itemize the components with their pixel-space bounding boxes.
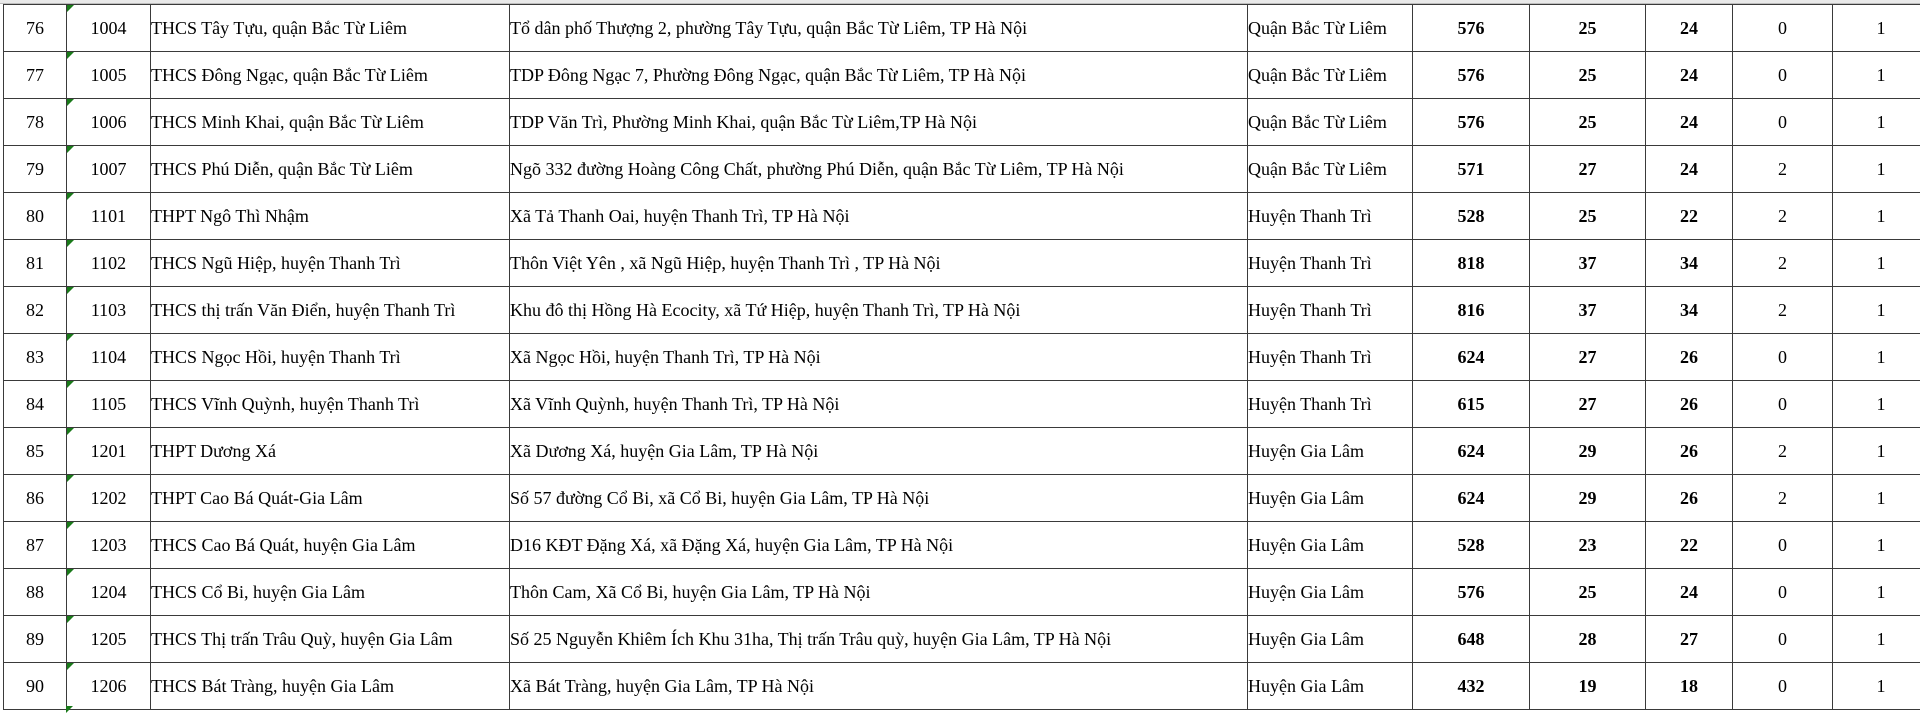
row-number-cell[interactable]: 79 <box>4 146 67 193</box>
row-number-cell[interactable]: 88 <box>4 569 67 616</box>
address-cell[interactable]: TDP Đông Ngạc 7, Phường Đông Ngạc, quận Bắc Từ Liêm, TP Hà Nội <box>510 52 1248 99</box>
school-name-cell[interactable]: THCS Cao Bá Quát, huyện Gia Lâm <box>151 522 510 569</box>
value-cell-3[interactable]: 27 <box>1646 616 1733 663</box>
address-cell[interactable]: TDP Văn Trì, Phường Minh Khai, quận Bắc Từ Liêm,TP Hà Nội <box>510 99 1248 146</box>
address-cell[interactable]: Xã Ngọc Hồi, huyện Thanh Trì, TP Hà Nội <box>510 334 1248 381</box>
table-row <box>4 193 1920 240</box>
value-cell-3[interactable]: 24 <box>1646 99 1733 146</box>
address-cell[interactable]: D16 KĐT Đặng Xá, xã Đặng Xá, huyện Gia Lâm, TP Hà Nội <box>510 522 1248 569</box>
value-cell-2[interactable]: 25 <box>1530 99 1646 146</box>
district-cell[interactable]: Quận Bắc Từ Liêm <box>1248 52 1413 99</box>
district-cell[interactable]: Huyện Gia Lâm <box>1248 428 1413 475</box>
value-cell-2[interactable]: 19 <box>1530 663 1646 710</box>
address-cell[interactable]: Xã Dương Xá, huyện Gia Lâm, TP Hà Nội <box>510 428 1248 475</box>
district-cell[interactable]: Huyện Gia Lâm <box>1248 616 1413 663</box>
value-cell-2[interactable]: 27 <box>1530 381 1646 428</box>
value-cell-5[interactable]: 1 <box>1833 334 1920 381</box>
district-cell[interactable]: Huyện Thanh Trì <box>1248 334 1413 381</box>
district-cell[interactable]: Huyện Thanh Trì <box>1248 287 1413 334</box>
value-cell-3[interactable]: 22 <box>1646 193 1733 240</box>
schools-table <box>3 4 1920 710</box>
value-cell-4[interactable]: 2 <box>1733 240 1833 287</box>
value-cell-3[interactable]: 26 <box>1646 428 1733 475</box>
value-cell-5[interactable]: 1 <box>1833 146 1920 193</box>
row-number-cell[interactable]: 81 <box>4 240 67 287</box>
table-row <box>4 569 1920 616</box>
school-name-cell[interactable]: THCS Đông Ngạc, quận Bắc Từ Liêm <box>151 52 510 99</box>
school-code-cell[interactable]: 1105 <box>67 381 151 428</box>
row-number-cell[interactable]: 84 <box>4 381 67 428</box>
school-code-cell[interactable]: 1102 <box>67 240 151 287</box>
school-code-cell[interactable]: 1201 <box>67 428 151 475</box>
school-code-cell[interactable]: 1203 <box>67 522 151 569</box>
address-cell[interactable]: Số 25 Nguyễn Khiêm Ích Khu 31ha, Thị trấn Trâu quỳ, huyện Gia Lâm, TP Hà Nội <box>510 616 1248 663</box>
school-name-cell[interactable]: THCS Phú Diễn, quận Bắc Từ Liêm <box>151 146 510 193</box>
row-number-cell[interactable]: 86 <box>4 475 67 522</box>
table-row <box>4 663 1920 710</box>
value-cell-4[interactable]: 0 <box>1733 569 1833 616</box>
district-cell[interactable]: Quận Bắc Từ Liêm <box>1248 146 1413 193</box>
school-code-cell[interactable]: 1206 <box>67 663 151 710</box>
value-cell-2[interactable]: 37 <box>1530 287 1646 334</box>
school-code-cell[interactable]: 1104 <box>67 334 151 381</box>
value-cell-2[interactable]: 23 <box>1530 522 1646 569</box>
value-cell-5[interactable]: 1 <box>1833 5 1920 52</box>
address-cell[interactable]: Thôn Cam, Xã Cổ Bi, huyện Gia Lâm, TP Hà Nội <box>510 569 1248 616</box>
school-name-cell[interactable]: THCS Thị trấn Trâu Quỳ, huyện Gia Lâm <box>151 616 510 663</box>
school-code-cell[interactable]: 1205 <box>67 616 151 663</box>
row-number-cell[interactable]: 82 <box>4 287 67 334</box>
school-name-cell[interactable]: THCS Ngũ Hiệp, huyện Thanh Trì <box>151 240 510 287</box>
value-cell-5[interactable]: 1 <box>1833 663 1920 710</box>
value-cell-4[interactable]: 0 <box>1733 52 1833 99</box>
school-name-cell[interactable]: THCS Ngọc Hồi, huyện Thanh Trì <box>151 334 510 381</box>
table-row <box>4 240 1920 287</box>
value-cell-5[interactable]: 1 <box>1833 428 1920 475</box>
value-cell-5[interactable]: 1 <box>1833 287 1920 334</box>
value-cell-3[interactable]: 26 <box>1646 475 1733 522</box>
value-cell-4[interactable]: 0 <box>1733 381 1833 428</box>
value-cell-1[interactable]: 615 <box>1413 381 1530 428</box>
district-cell[interactable]: Huyện Gia Lâm <box>1248 569 1413 616</box>
district-cell[interactable]: Huyện Thanh Trì <box>1248 381 1413 428</box>
address-cell[interactable]: Tổ dân phố Thượng 2, phường Tây Tựu, quận Bắc Từ Liêm, TP Hà Nội <box>510 5 1248 52</box>
school-name-cell[interactable]: THCS Minh Khai, quận Bắc Từ Liêm <box>151 99 510 146</box>
school-code-cell[interactable]: 1204 <box>67 569 151 616</box>
row-number-cell[interactable]: 85 <box>4 428 67 475</box>
school-code-cell[interactable]: 1007 <box>67 146 151 193</box>
value-cell-1[interactable]: 576 <box>1413 569 1530 616</box>
value-cell-1[interactable]: 624 <box>1413 428 1530 475</box>
value-cell-1[interactable]: 648 <box>1413 616 1530 663</box>
value-cell-5[interactable]: 1 <box>1833 240 1920 287</box>
school-code-cell[interactable]: 1202 <box>67 475 151 522</box>
value-cell-2[interactable]: 29 <box>1530 428 1646 475</box>
value-cell-2[interactable]: 27 <box>1530 334 1646 381</box>
school-code-cell[interactable]: 1103 <box>67 287 151 334</box>
row-number-cell[interactable]: 90 <box>4 663 67 710</box>
value-cell-3[interactable]: 26 <box>1646 381 1733 428</box>
value-cell-4[interactable]: 2 <box>1733 287 1833 334</box>
table-row <box>4 99 1920 146</box>
school-name-cell[interactable]: THCS Tây Tựu, quận Bắc Từ Liêm <box>151 5 510 52</box>
value-cell-5[interactable]: 1 <box>1833 99 1920 146</box>
school-name-cell[interactable]: THPT Ngô Thì Nhậm <box>151 193 510 240</box>
school-code-cell[interactable]: 1101 <box>67 193 151 240</box>
table-row <box>4 428 1920 475</box>
value-cell-2[interactable]: 25 <box>1530 569 1646 616</box>
value-cell-3[interactable]: 22 <box>1646 522 1733 569</box>
school-name-cell[interactable]: THCS thị trấn Văn Điển, huyện Thanh Trì <box>151 287 510 334</box>
table-row <box>4 381 1920 428</box>
school-name-cell[interactable]: THPT Dương Xá <box>151 428 510 475</box>
value-cell-4[interactable]: 0 <box>1733 663 1833 710</box>
table-row <box>4 475 1920 522</box>
row-number-cell[interactable]: 83 <box>4 334 67 381</box>
row-number-cell[interactable]: 77 <box>4 52 67 99</box>
district-cell[interactable]: Huyện Gia Lâm <box>1248 522 1413 569</box>
value-cell-1[interactable]: 432 <box>1413 663 1530 710</box>
district-cell[interactable]: Huyện Gia Lâm <box>1248 663 1413 710</box>
value-cell-1[interactable]: 624 <box>1413 475 1530 522</box>
value-cell-3[interactable]: 24 <box>1646 52 1733 99</box>
district-cell[interactable]: Huyện Thanh Trì <box>1248 193 1413 240</box>
value-cell-3[interactable]: 24 <box>1646 569 1733 616</box>
address-cell[interactable]: Thôn Việt Yên , xã Ngũ Hiệp, huyện Thanh Trì , TP Hà Nội <box>510 240 1248 287</box>
school-name-cell[interactable]: THCS Bát Tràng, huyện Gia Lâm <box>151 663 510 710</box>
school-name-cell[interactable]: THPT Cao Bá Quát-Gia Lâm <box>151 475 510 522</box>
value-cell-1[interactable]: 528 <box>1413 522 1530 569</box>
value-cell-1[interactable]: 576 <box>1413 52 1530 99</box>
value-cell-4[interactable]: 0 <box>1733 334 1833 381</box>
value-cell-2[interactable]: 25 <box>1530 5 1646 52</box>
value-cell-4[interactable]: 0 <box>1733 522 1833 569</box>
value-cell-2[interactable]: 28 <box>1530 616 1646 663</box>
row-number-cell[interactable]: 80 <box>4 193 67 240</box>
table-row <box>4 287 1920 334</box>
address-cell[interactable]: Xã Vĩnh Quỳnh, huyện Thanh Trì, TP Hà Nội <box>510 381 1248 428</box>
row-number-cell[interactable]: 87 <box>4 522 67 569</box>
value-cell-3[interactable]: 26 <box>1646 334 1733 381</box>
address-cell[interactable]: Khu đô thị Hồng Hà Ecocity, xã Tứ Hiệp, huyện Thanh Trì, TP Hà Nội <box>510 287 1248 334</box>
value-cell-4[interactable]: 0 <box>1733 99 1833 146</box>
value-cell-1[interactable]: 816 <box>1413 287 1530 334</box>
table-row <box>4 146 1920 193</box>
district-cell[interactable]: Quận Bắc Từ Liêm <box>1248 5 1413 52</box>
value-cell-5[interactable]: 1 <box>1833 569 1920 616</box>
address-cell[interactable]: Xã Bát Tràng, huyện Gia Lâm, TP Hà Nội <box>510 663 1248 710</box>
address-cell[interactable]: Số 57 đường Cổ Bi, xã Cổ Bi, huyện Gia Lâm, TP Hà Nội <box>510 475 1248 522</box>
table-row <box>4 334 1920 381</box>
school-code-cell[interactable]: 1004 <box>67 5 151 52</box>
value-cell-5[interactable]: 1 <box>1833 475 1920 522</box>
value-cell-5[interactable]: 1 <box>1833 616 1920 663</box>
value-cell-4[interactable]: 0 <box>1733 5 1833 52</box>
address-cell[interactable]: Xã Tả Thanh Oai, huyện Thanh Trì, TP Hà Nội <box>510 193 1248 240</box>
value-cell-4[interactable]: 2 <box>1733 428 1833 475</box>
value-cell-3[interactable]: 24 <box>1646 5 1733 52</box>
school-name-cell[interactable]: THCS Cổ Bi, huyện Gia Lâm <box>151 569 510 616</box>
row-number-cell[interactable]: 89 <box>4 616 67 663</box>
value-cell-2[interactable]: 25 <box>1530 193 1646 240</box>
value-cell-5[interactable]: 1 <box>1833 52 1920 99</box>
value-cell-3[interactable]: 34 <box>1646 287 1733 334</box>
cell-marker <box>66 706 73 713</box>
value-cell-1[interactable]: 576 <box>1413 99 1530 146</box>
value-cell-3[interactable]: 34 <box>1646 240 1733 287</box>
value-cell-2[interactable]: 37 <box>1530 240 1646 287</box>
table-body <box>4 5 1920 710</box>
table-row <box>4 52 1920 99</box>
value-cell-5[interactable]: 1 <box>1833 522 1920 569</box>
value-cell-5[interactable]: 1 <box>1833 193 1920 240</box>
value-cell-3[interactable]: 24 <box>1646 146 1733 193</box>
row-number-cell[interactable]: 76 <box>4 5 67 52</box>
table-row <box>4 616 1920 663</box>
school-code-cell[interactable]: 1006 <box>67 99 151 146</box>
table-row <box>4 5 1920 52</box>
value-cell-4[interactable]: 2 <box>1733 146 1833 193</box>
value-cell-2[interactable]: 29 <box>1530 475 1646 522</box>
table-row <box>4 522 1920 569</box>
address-cell[interactable]: Ngõ 332 đường Hoàng Công Chất, phường Phú Diễn, quận Bắc Từ Liêm, TP Hà Nội <box>510 146 1248 193</box>
value-cell-4[interactable]: 2 <box>1733 193 1833 240</box>
value-cell-1[interactable]: 571 <box>1413 146 1530 193</box>
value-cell-4[interactable]: 2 <box>1733 475 1833 522</box>
district-cell[interactable]: Quận Bắc Từ Liêm <box>1248 99 1413 146</box>
value-cell-1[interactable]: 576 <box>1413 5 1530 52</box>
school-name-cell[interactable]: THCS Vĩnh Quỳnh, huyện Thanh Trì <box>151 381 510 428</box>
district-cell[interactable]: Huyện Thanh Trì <box>1248 240 1413 287</box>
value-cell-1[interactable]: 528 <box>1413 193 1530 240</box>
value-cell-5[interactable]: 1 <box>1833 381 1920 428</box>
value-cell-1[interactable]: 624 <box>1413 334 1530 381</box>
school-code-cell[interactable]: 1005 <box>67 52 151 99</box>
value-cell-4[interactable]: 0 <box>1733 616 1833 663</box>
row-number-cell[interactable]: 78 <box>4 99 67 146</box>
value-cell-2[interactable]: 27 <box>1530 146 1646 193</box>
district-cell[interactable]: Huyện Gia Lâm <box>1248 475 1413 522</box>
value-cell-1[interactable]: 818 <box>1413 240 1530 287</box>
value-cell-3[interactable]: 18 <box>1646 663 1733 710</box>
value-cell-2[interactable]: 25 <box>1530 52 1646 99</box>
